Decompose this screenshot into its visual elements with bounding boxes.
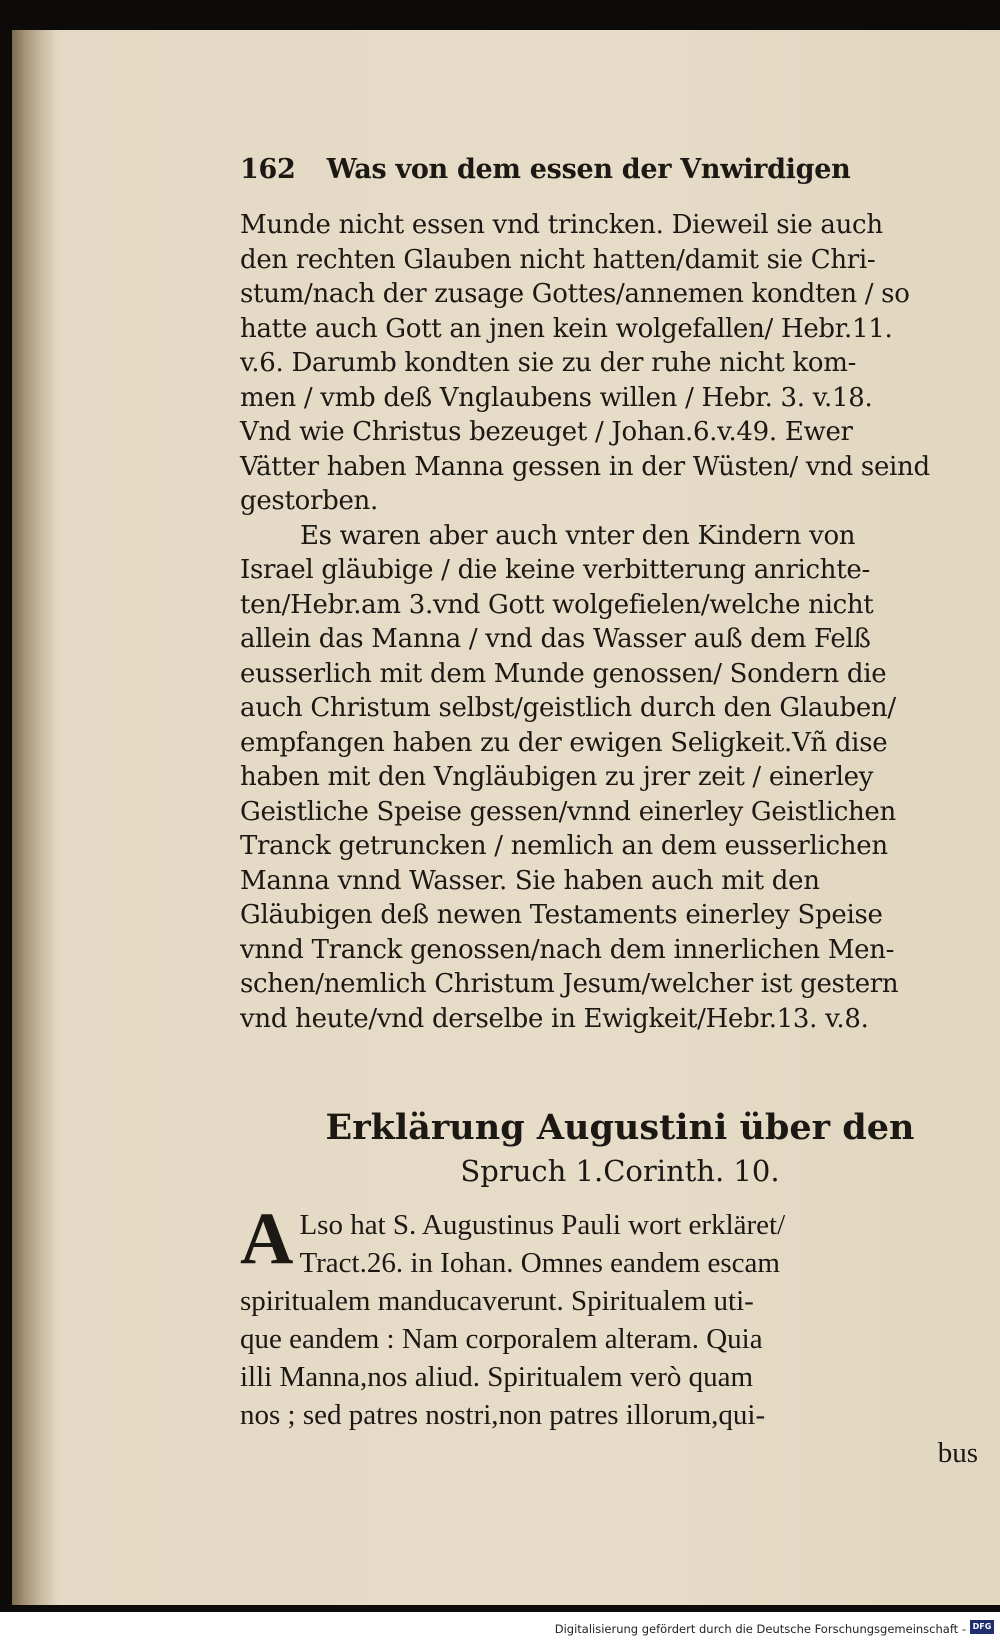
funding-credit: Digitalisierung gefördert durch die Deutsche Forschungsgemeinschaft - (554, 1622, 966, 1636)
text-line: hatte auch Gott an jnen kein wolgefallen/ Hebr.11. (240, 313, 893, 344)
section-heading-subtitle: Spruch 1.Corinth. 10. (460, 1154, 780, 1188)
section-heading-title: Erklärung Augustini über den (325, 1107, 915, 1148)
text-line: Manna vnnd Wasser. Sie haben auch mit den (240, 865, 820, 896)
text-line: Vnd wie Christus bezeuget / Johan.6.v.49. Ewer (240, 417, 853, 447)
digitization-footer (0, 1612, 1000, 1646)
text-line: den rechten Glauben nicht hatten/damit sie Chri- (240, 244, 876, 275)
text-line: vnd heute/vnd derselbe in Ewigkeit/Hebr.13. v.8. (240, 1003, 869, 1034)
text-line: Tranck getruncken / nemlich an dem eusserlichen (240, 831, 888, 861)
text-line: Lso hat S. Augustinus Pauli wort erkläret/ (299, 1209, 786, 1241)
text-line: schen/nemlich Christum Jesum/welcher ist gestern (240, 969, 899, 999)
text-line: Vätter haben Manna gessen in der Wüsten/ vnd seind (240, 451, 930, 482)
body-text (240, 208, 1000, 1036)
text-line: men / vmb deß Vnglaubens willen / Hebr. 3. v.18. (240, 382, 873, 413)
text-line: haben mit den Vngläubigen zu jrer zeit / einerley (240, 762, 874, 792)
book-page (12, 30, 1000, 1605)
running-title: Was von dem essen der Vnwirdigen (326, 154, 851, 185)
text-line: Geistliche Speise gessen/vnnd einerley Geistlichen (240, 796, 896, 827)
text-line: Tract.26. in Iohan. Omnes eandem escam (299, 1247, 780, 1279)
text-line: ten/Hebr.am 3.vnd Gott wolgefielen/welche nicht (240, 589, 874, 620)
dfg-logo-icon: DFG (970, 1620, 994, 1634)
text-line: gestorben. (240, 486, 378, 516)
text-line: spiritualem manducaverunt. Spiritualem uti- (240, 1285, 754, 1317)
text-line: Munde nicht essen vnd trincken. Dieweil sie auch (240, 210, 883, 240)
text-line: v.6. Darumb kondten sie zu der ruhe nicht kom- (240, 348, 857, 378)
text-line: allein das Manna / vnd das Wasser auß dem Felß (240, 624, 871, 654)
text-line: vnnd Tranck genossen/nach dem innerlichen Men- (240, 934, 895, 965)
text-line: Es waren aber auch vnter den Kindern von (300, 520, 856, 551)
text-line: eusserlich mit dem Munde genossen/ Sondern die (240, 658, 887, 689)
text-line: illi Manna,nos aliud. Spiritualem verò quam (240, 1361, 754, 1393)
latin-quotation (240, 1198, 1000, 1472)
drop-cap: A (240, 1198, 294, 1280)
page-number: 162 (240, 154, 296, 185)
text-line: que eandem : Nam corporalem alteram. Quia (240, 1323, 763, 1355)
running-header (240, 150, 1000, 190)
text-line: auch Christum selbst/geistlich durch den Glauben/ (240, 693, 896, 723)
text-line: Israel gläubige / die keine verbitterung anrichte- (240, 555, 870, 585)
text-line: Gläubigen deß newen Testaments einerley Speise (240, 900, 883, 930)
book-spine-shadow (12, 30, 56, 1605)
text-line: stum/nach der zusage Gottes/annemen kondten / so (240, 279, 910, 309)
text-line: nos ; sed patres nostri,non patres illorum,qui- (240, 1399, 766, 1431)
catchword: bus (937, 1437, 978, 1469)
text-line: empfangen haben zu der ewigen Seligkeit.Vñ dise (240, 727, 888, 758)
section-heading (240, 1105, 1000, 1191)
